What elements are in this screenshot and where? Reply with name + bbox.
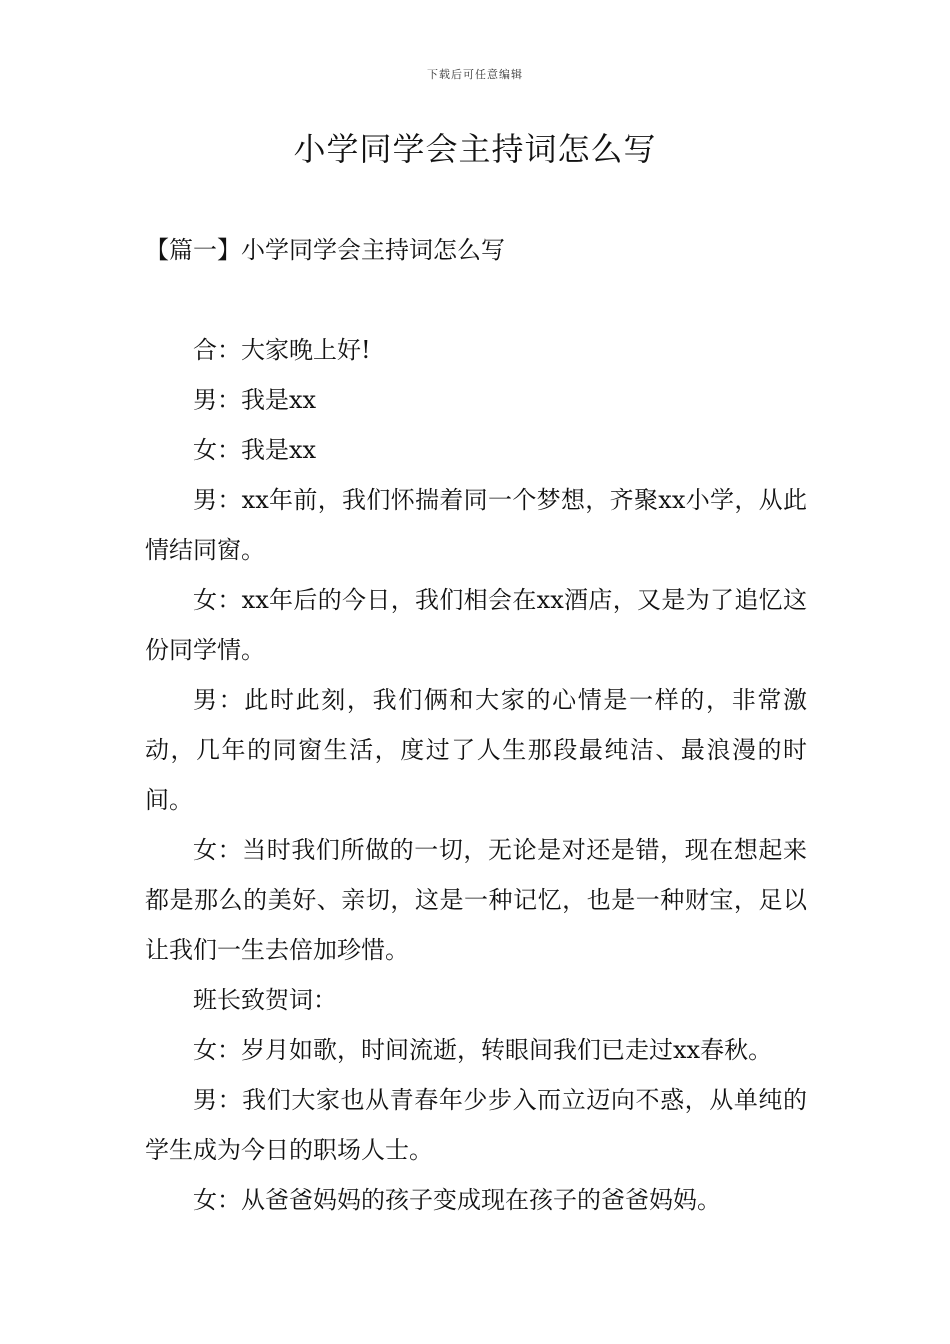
paragraph: 合：大家晚上好! xyxy=(193,336,371,364)
document-body xyxy=(145,325,807,1225)
paragraph: 女：xx年后的今日，我们相会在xx酒店，又是为了追忆这份同学情。 xyxy=(145,586,807,664)
paragraph: 班长致贺词： xyxy=(193,986,337,1014)
paragraph: 女：当时我们所做的一切，无论是对还是错，现在想起来都是那么的美好、亲切，这是一种记忆，也是一种财宝，足以让我们一生去倍加珍惜。 xyxy=(145,836,807,964)
section-heading: 【篇一】小学同学会主持词怎么写 xyxy=(145,236,505,264)
paragraph: 男：我们大家也从青春年少步入而立迈向不惑，从单纯的学生成为今日的职场人士。 xyxy=(145,1086,807,1164)
paragraph: 男：xx年前，我们怀揣着同一个梦想，齐聚xx小学，从此情结同窗。 xyxy=(145,486,807,564)
paragraph: 男：此时此刻，我们俩和大家的心情是一样的，非常激动，几年的同窗生活，度过了人生那段最纯洁、最浪漫的时间。 xyxy=(145,686,807,814)
paragraph: 女：我是xx xyxy=(193,436,317,464)
paragraph: 男：我是xx xyxy=(193,386,317,414)
header-note: 下载后可任意编辑 xyxy=(427,68,523,81)
document-title: 小学同学会主持词怎么写 xyxy=(293,130,657,168)
paragraph: 女：岁月如歌，时间流逝，转眼间我们已走过xx春秋。 xyxy=(193,1036,773,1064)
paragraph: 女：从爸爸妈妈的孩子变成现在孩子的爸爸妈妈。 xyxy=(193,1186,721,1214)
